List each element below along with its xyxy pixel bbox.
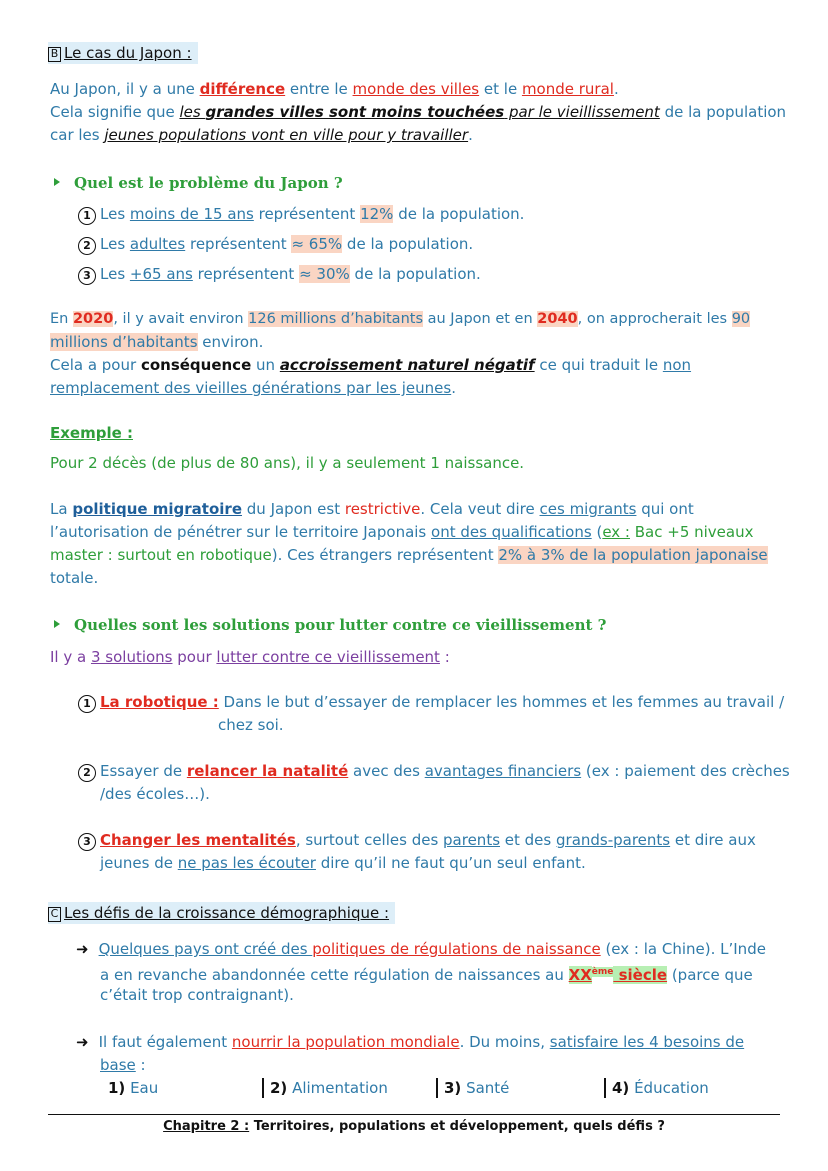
separator — [436, 1078, 438, 1098]
circled-number-icon: 1 — [78, 695, 96, 713]
example-title: Exemple : — [50, 424, 133, 442]
solution-2-line-1: 2 Essayer de relancer la natalité avec des avantages financiers (ex : paiement des crèches — [78, 760, 790, 782]
question-problem-japan: Quel est le problème du Japon ? — [54, 172, 343, 194]
need-3: 3) Santé — [436, 1077, 509, 1099]
section-letter-c: C — [48, 907, 61, 922]
chapter-footer: Chapitre 2 : Territoires, populations et développement, quels défis ? — [163, 1119, 665, 1134]
stat-row-2: 2 Les adultes représentent ≈ 65% de la population. — [78, 233, 473, 255]
circled-number-icon: 3 — [78, 267, 96, 285]
solution-1-line-1: 1 La robotique : Dans le but d’essayer de remplacer les hommes et les femmes au travail / — [78, 691, 784, 713]
population-line-1: En 2020, il y avait environ 126 millions d’habitants au Japon et en 2040, on approcherait les 90 — [50, 311, 751, 327]
need-2: 2) Alimentation — [262, 1077, 388, 1099]
separator — [604, 1078, 606, 1098]
section-title: Le cas du Japon : — [64, 44, 192, 62]
example-text: Pour 2 décès (de plus de 80 ans), il y a seulement 1 naissance. — [50, 454, 525, 472]
intro-line-3: car les jeunes populations vont en ville pour y travailler. — [50, 126, 473, 144]
need-4: 4) Éducation — [604, 1077, 709, 1099]
footer-divider — [48, 1114, 780, 1115]
solution-3-line-2: jeunes de ne pas les écouter dire qu’il ne faut qu’un seul enfant. — [100, 854, 586, 872]
bullet-1-line-1: ➜ Quelques pays ont créé des politiques de régulations de naissance (ex : la Chine). L’Inde — [76, 940, 766, 958]
population-line-3: Cela a pour conséquence un accroissement naturel négatif ce qui traduit le non — [50, 356, 692, 374]
triangle-bullet-icon — [54, 178, 60, 186]
migration-line-1: La politique migratoire du Japon est restrictive. Cela veut dire ces migrants qui ont — [50, 500, 694, 518]
intro-line-1: Au Japon, il y a une différence entre le monde des villes et le monde rural. — [50, 80, 619, 98]
bullet-1-line-2: a en revanche abandonnée cette régulation de naissances au XXème siècle (parce que — [100, 966, 753, 984]
circled-number-icon: 1 — [78, 207, 96, 225]
solution-2-line-2: /des écoles…). — [100, 785, 210, 803]
population-line-2: millions d’habitants environ. — [50, 333, 264, 351]
solution-3-line-1: 3 Changer les mentalités, surtout celles des parents et des grands-parents et dire aux — [78, 829, 756, 851]
need-1: 1) Eau — [108, 1079, 159, 1097]
separator — [262, 1078, 264, 1098]
migration-line-4: totale. — [50, 569, 99, 587]
stat-row-1: 1 Les moins de 15 ans représentent 12% de la population. — [78, 203, 524, 225]
section-c-header — [48, 902, 395, 924]
migration-line-2: l’autorisation de pénétrer sur le territoire Japonais ont des qualifications (ex : Bac +5 niveaux — [50, 523, 754, 541]
stat-row-3: 3 Les +65 ans représentent ≈ 30% de la population. — [78, 263, 481, 285]
migration-line-3: master : surtout en robotique). Ces étrangers représentent 2% à 3% de la population japonaise — [50, 546, 768, 564]
question-solutions: Quelles sont les solutions pour lutter contre ce vieillissement ? — [54, 614, 606, 636]
bullet-2-line-2: base : — [100, 1056, 146, 1074]
circled-number-icon: 2 — [78, 764, 96, 782]
circled-number-icon: 2 — [78, 237, 96, 255]
solution-1-line-2: chez soi. — [218, 716, 284, 734]
bullet-1-line-3: c’était trop contraignant). — [100, 986, 294, 1004]
solutions-intro: Il y a 3 solutions pour lutter contre ce vieillissement : — [50, 648, 450, 666]
section-b-header — [48, 42, 198, 64]
circled-number-icon: 3 — [78, 833, 96, 851]
population-line-4: remplacement des vieilles générations par les jeunes. — [50, 379, 456, 397]
arrow-right-icon: ➜ — [76, 1033, 89, 1051]
triangle-bullet-icon — [54, 620, 60, 628]
arrow-right-icon: ➜ — [76, 940, 89, 958]
bullet-2-line-1: ➜ Il faut également nourrir la population mondiale. Du moins, satisfaire les 4 besoins de — [76, 1033, 745, 1051]
section-letter-b: B — [48, 47, 61, 62]
section-title: Les défis de la croissance démographique : — [64, 904, 390, 922]
intro-line-2: Cela signifie que les grandes villes sont moins touchées par le vieillissement de la population — [50, 103, 787, 121]
